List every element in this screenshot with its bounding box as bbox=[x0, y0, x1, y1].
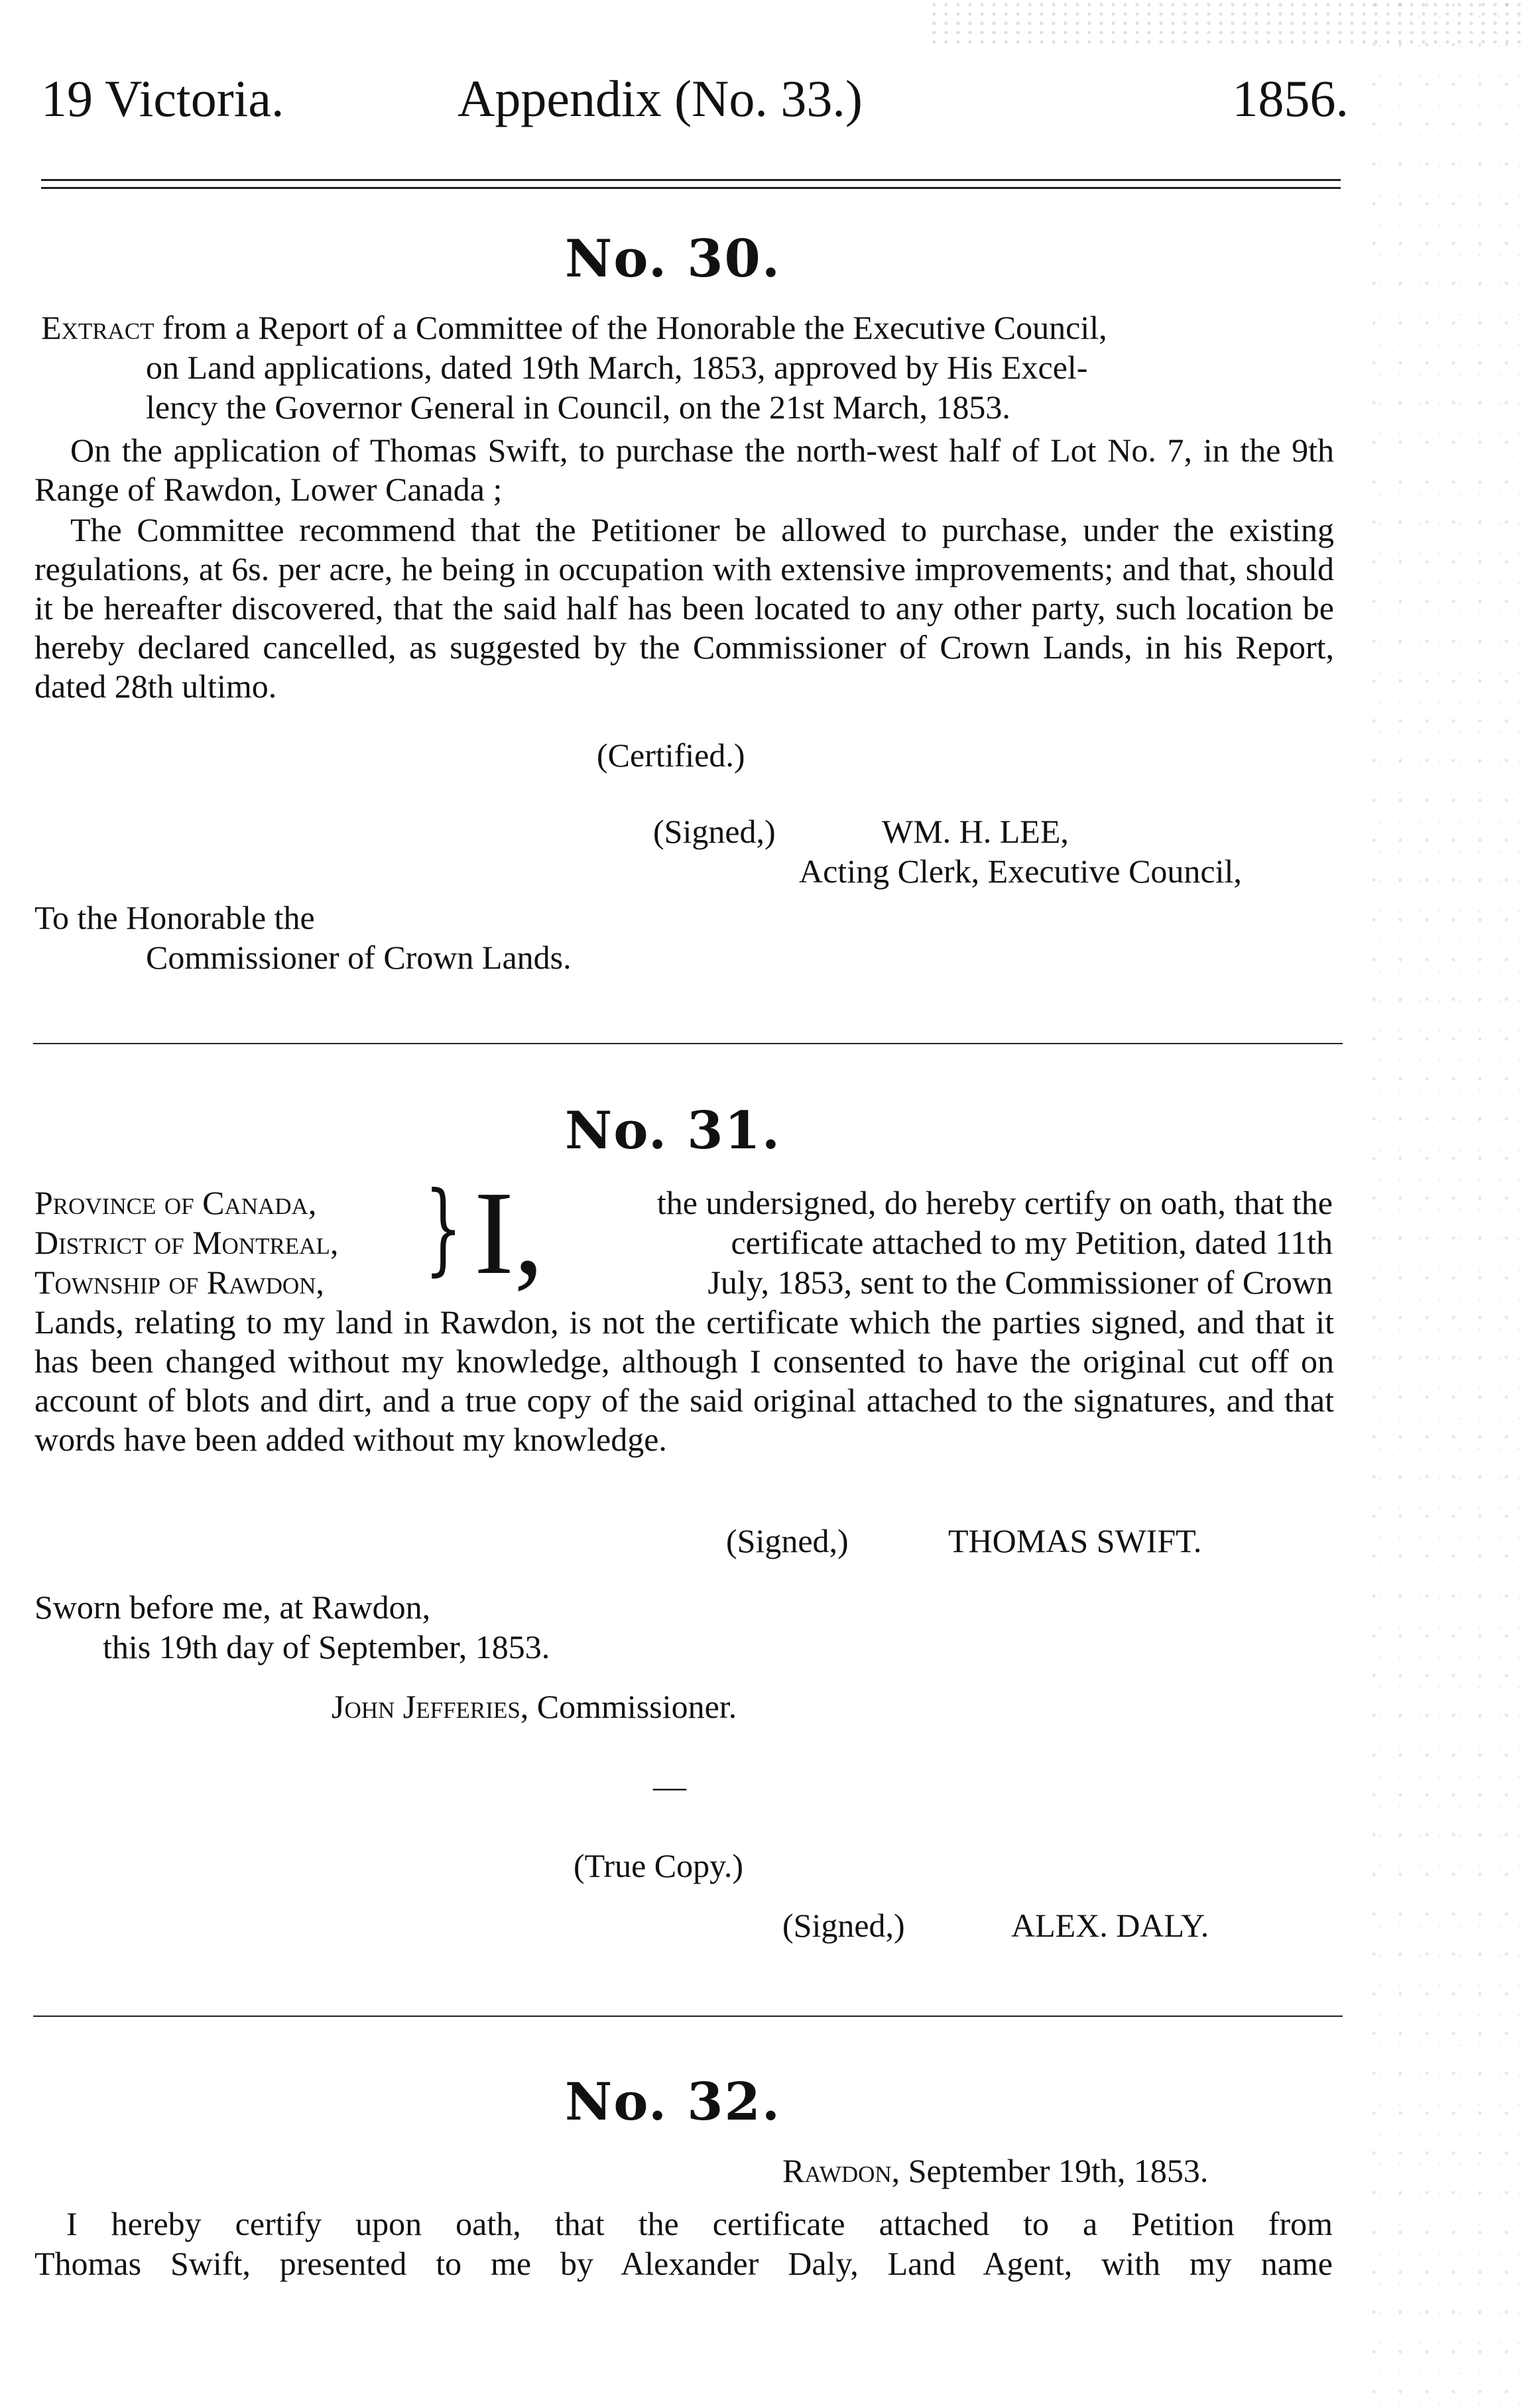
header-year: 1856. bbox=[1232, 70, 1349, 127]
section-divider-30-31 bbox=[33, 1043, 1343, 1044]
commissioner-signature bbox=[332, 1687, 737, 1726]
signed-label-30: (Signed,) bbox=[653, 813, 776, 850]
addressee-line-2: Commissioner of Crown Lands. bbox=[146, 939, 572, 976]
certified-label: (Certified.) bbox=[597, 737, 745, 774]
section-title-30: No. 30. bbox=[565, 229, 781, 289]
oath-right-line-2: certificate attached to my Petition, dated 11th bbox=[731, 1224, 1333, 1261]
signer-swift: THOMAS SWIFT. bbox=[948, 1522, 1202, 1559]
signer-daly: ALEX. DALY. bbox=[1011, 1907, 1209, 1944]
jurisdiction-township: Township of Rawdon, bbox=[34, 1264, 324, 1301]
extract-line-1 bbox=[41, 308, 1107, 347]
commissioner-name: John Jefferies, bbox=[332, 1688, 529, 1725]
signed-label-daly: (Signed,) bbox=[782, 1907, 905, 1944]
paragraph-recommendation: The Committee recommend that the Petitioner be allowed to purchase, under the existing regulations, at 6s. per acre, he being in occupation with extensive improvements; and that, should it be hereafter discovered, that the said half has been located to any other party, such location be hereby declared cancelled, as suggested by the Commissioner of Crown Lands, in his Report, dated 28th ultimo. bbox=[34, 511, 1334, 705]
certificate-line-1: I hereby certify upon oath, that the certificate attached to a Petition from bbox=[66, 2205, 1333, 2242]
commissioner-title: Commissioner. bbox=[536, 1688, 737, 1725]
header-session: 19 Victoria. bbox=[41, 70, 284, 127]
brace-symbol: } bbox=[424, 1171, 463, 1286]
signed-label-31: (Signed,) bbox=[726, 1522, 849, 1559]
section-divider-31-32 bbox=[33, 2016, 1343, 2017]
oath-right-line-3: July, 1853, sent to the Commissioner of Crown bbox=[707, 1264, 1333, 1301]
header-rule-bottom bbox=[41, 187, 1341, 189]
sworn-line-1: Sworn before me, at Rawdon, bbox=[34, 1589, 431, 1626]
short-dash: — bbox=[653, 1768, 686, 1805]
section-title-31: No. 31. bbox=[565, 1101, 781, 1161]
section-title-32: No. 32. bbox=[565, 2072, 781, 2132]
signer-lee-title: Acting Clerk, Executive Council, bbox=[799, 853, 1242, 890]
oath-right-line-1: the undersigned, do hereby certify on oath, that the bbox=[656, 1184, 1333, 1221]
drop-initial: I, bbox=[474, 1167, 544, 1299]
header-appendix: Appendix (No. 33.) bbox=[457, 70, 863, 127]
jurisdiction-province: Province of Canada, bbox=[34, 1184, 317, 1221]
header-rule-top bbox=[41, 179, 1341, 181]
jurisdiction-district: District of Montreal, bbox=[34, 1224, 339, 1261]
paragraph-application: On the application of Thomas Swift, to purchase the north-west half of Lot No. 7, in the 9th Range of Rawdon, Lower Canada ; bbox=[34, 432, 1334, 508]
extract-line-1-rest: from a Report of a Committee of the Honorable the Executive Council, bbox=[154, 309, 1107, 346]
dateline bbox=[782, 2151, 1208, 2191]
extract-lead: Extract bbox=[41, 309, 154, 346]
dateline-date: September 19th, 1853. bbox=[908, 2152, 1209, 2189]
scan-noise-edge bbox=[1366, 0, 1525, 2408]
signer-lee: WM. H. LEE, bbox=[882, 813, 1069, 850]
extract-line-3: lency the Governor General in Council, on the 21st March, 1853. bbox=[146, 389, 1010, 426]
true-copy-label: (True Copy.) bbox=[574, 1847, 744, 1884]
oath-body: Lands, relating to my land in Rawdon, is not the certificate which the parties signed, and that it has been changed without my knowledge, although I consented to have the original cut off on account of blots and dirt, and a true copy of the said original attached to the signatures, and that words have been added without my knowledge. bbox=[34, 1303, 1334, 1458]
extract-line-2: on Land applications, dated 19th March, 1853, approved by His Excel- bbox=[146, 349, 1088, 386]
sworn-line-2: this 19th day of September, 1853. bbox=[103, 1628, 550, 1665]
certificate-line-2: Thomas Swift, presented to me by Alexander Daly, Land Agent, with my name bbox=[34, 2245, 1333, 2282]
dateline-place: Rawdon, bbox=[782, 2152, 900, 2189]
addressee-line-1: To the Honorable the bbox=[34, 899, 315, 936]
